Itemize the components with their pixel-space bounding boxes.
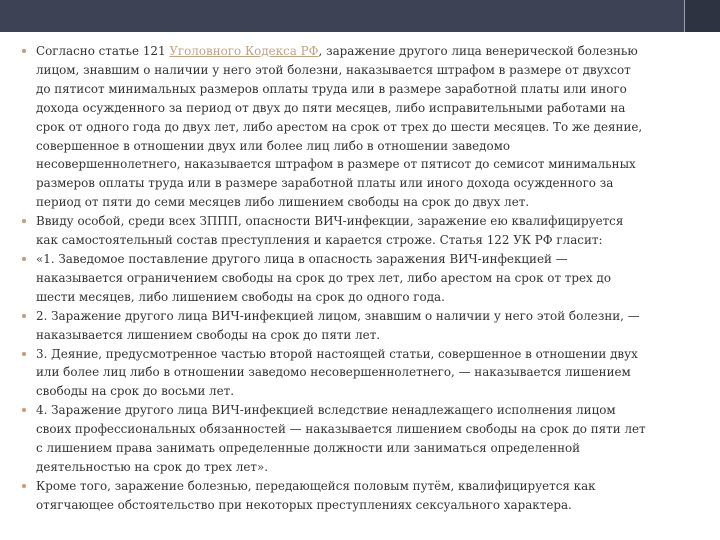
top-bar-corner-block xyxy=(685,0,720,32)
bullet-text: Ввиду особой, среди всех ЗППП, опасности ВИЧ-инфекции, заражение ею квалифицируется как самостоятельный состав преступления и карается строже. Статья 122 УК РФ гласит: xyxy=(36,214,624,248)
bullet-text: Согласно статье 121 xyxy=(36,44,170,58)
bullet-item-part-4 xyxy=(22,401,647,477)
bullet-text: , заражение другого лица венерической болезнью лицом, знавшим о наличии у него этой болезни, наказывается штрафом в размере от двухсот до пятисот минимальных размеров оплаты труда или в размере заработной платы или иного дохода осужденного за период от двух до пяти месяцев, либо исправительными работами на срок от одного года до двух лет, либо арестом на срок от трех до шести месяцев. То же деяние, совершенное в отношении двух или более лиц либо в отношении заведомо несовершеннолетнего, наказывается штрафом в размере от пятисот до семисот минимальных размеров оплаты труда или в размере заработной платы или иного дохода осужденного за период от пяти до семи месяцев либо лишением свободы на срок до двух лет. xyxy=(36,44,643,210)
slide-content xyxy=(22,42,647,515)
bullet-item-part-1 xyxy=(22,250,647,307)
bullet-text: 4. Заражение другого лица ВИЧ-инфекцией вследствие ненадлежащего исполнения лицом своих профессиональных обязанностей — наказывается лишением свободы на срок до пяти лет с лишением права занимать определенные должности или заниматься определенной деятельностью на срок до трех лет». xyxy=(36,403,646,474)
bullet-text: 3. Деяние, предусмотренное частью второй настоящей статьи, совершенное в отношении двух или более лиц либо в отношении заведомо несовершеннолетнего, — наказывается лишением свободы на срок до восьми лет. xyxy=(36,346,638,399)
bullet-item-hiv-intro xyxy=(22,212,647,250)
bullet-item-part-3 xyxy=(22,345,647,402)
bullet-item-aggravating xyxy=(22,477,647,515)
bullet-list xyxy=(22,42,647,515)
bullet-text: «1. Заведомое поставление другого лица в опасность заражения ВИЧ-инфекцией — наказывается ограничением свободы на срок до трех лет, либо арестом на срок от трех до шести месяцев, либо лишением свободы на срок до одного года. xyxy=(36,251,611,304)
bullet-text: 2. Заражение другого лица ВИЧ-инфекцией лицом, знавшим о наличии у него этой болезни, — наказывается лишением свободы на срок до пяти лет. xyxy=(36,308,640,342)
bullet-item-article-121 xyxy=(22,42,647,212)
bullet-item-part-2 xyxy=(22,307,647,345)
top-bar xyxy=(0,0,720,32)
criminal-code-link[interactable]: Уголовного Кодекса РФ xyxy=(169,44,319,58)
bullet-text: Кроме того, заражение болезнью, передающейся половым путём, квалифицируется как отягчающее обстоятельство при некоторых преступлениях сексуального характера. xyxy=(36,478,596,512)
